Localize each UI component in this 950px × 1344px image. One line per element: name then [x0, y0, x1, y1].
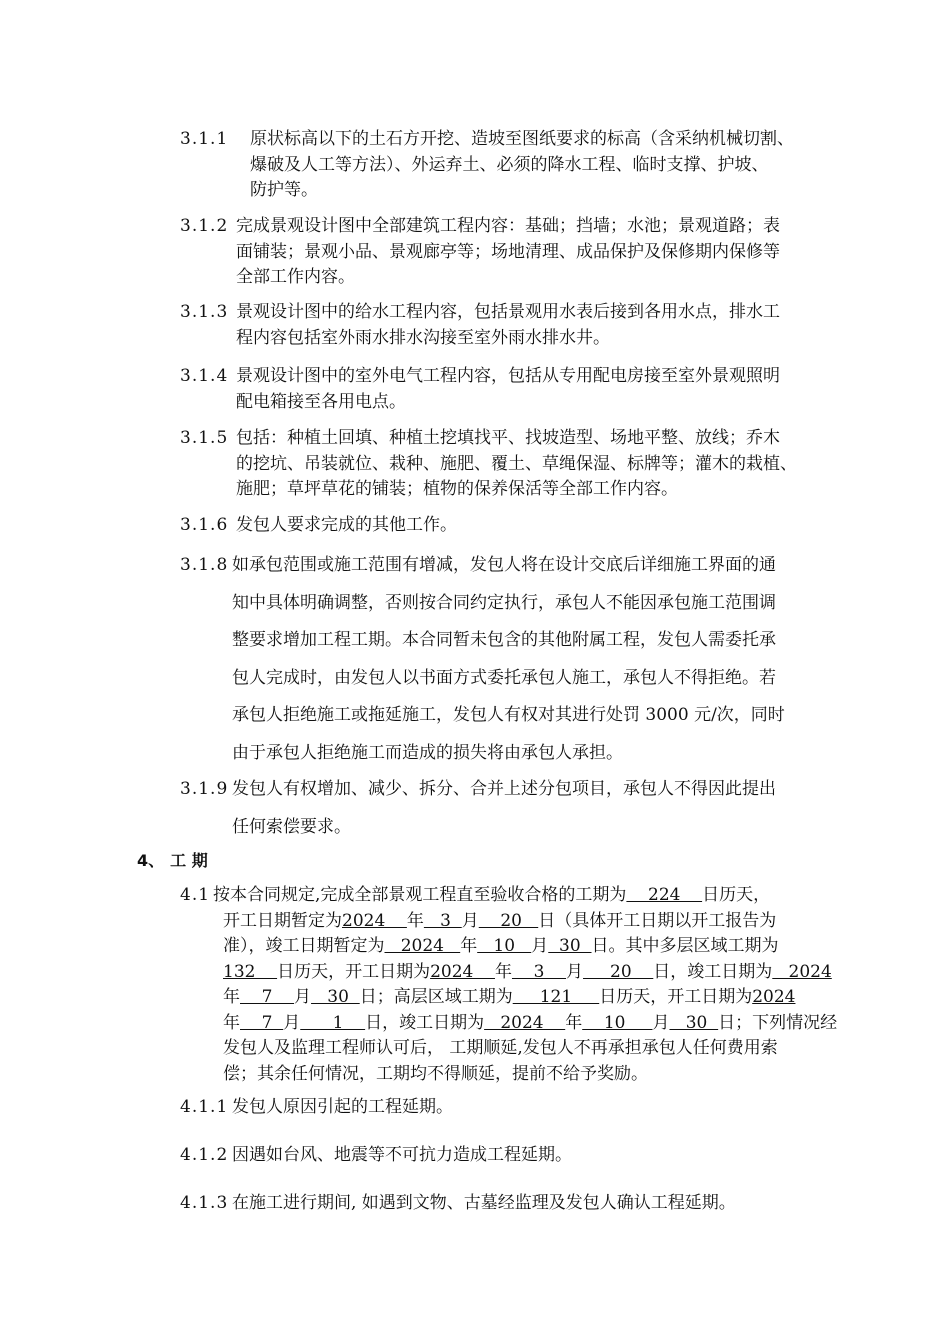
text-run: 年: [223, 1012, 240, 1033]
text-line: 知中具体明确调整，否则按合同约定执行，承包人不能因承包施工范围调: [232, 592, 776, 613]
clause-text: [236, 513, 860, 539]
section-4-heading: [137, 848, 208, 871]
clause-text: [232, 547, 860, 772]
text-line: [223, 1011, 870, 1037]
clause-number: 4.1.1: [180, 1097, 229, 1117]
clause-3-1-9: [180, 771, 860, 846]
text-line: [223, 934, 870, 960]
text-line: [223, 1062, 870, 1088]
clause-text: [236, 364, 860, 415]
filled-blank: 2024: [772, 961, 832, 982]
text-line: 完成景观设计图中全部建筑工程内容：基础；挡墙；水池；景观道路；表: [236, 216, 780, 236]
text-line: 景观设计图中的室外电气工程内容，包括从专用配电房接至室外景观照明: [236, 366, 780, 386]
clause-text: [236, 214, 860, 291]
clause-4-1-1: [180, 1095, 860, 1121]
text-run: 日历天，: [702, 885, 771, 905]
text-run: 年: [565, 1012, 583, 1033]
text-run: 月: [294, 987, 312, 1007]
clause-text: [236, 426, 860, 503]
clause-3-1-5: [180, 426, 860, 503]
clause-text: 因遇如台风、地震等不可抗力造成工程延期。: [232, 1145, 572, 1165]
section-4-title: 工 期: [170, 851, 208, 870]
filled-blank: 2024: [430, 961, 495, 982]
text-line: 由于承包人拒绝施工而造成的损失将由承包人承担。: [232, 742, 623, 763]
text-run: 日；下列情况经: [718, 1012, 838, 1033]
clause-3-1-6: [180, 513, 860, 539]
filled-blank: 224: [626, 885, 703, 905]
text-line: [213, 883, 870, 909]
clause-text: 发包人原因引起的工程延期。: [232, 1097, 453, 1117]
text-run: 年: [494, 961, 512, 982]
text-line: 景观设计图中的给水工程内容，包括景观用水表后接到各用水点，排水工: [236, 302, 780, 322]
clause-number: 3.1.3: [180, 302, 229, 322]
section-4-number: 4、: [137, 851, 165, 870]
filled-blank: 2024: [484, 1012, 566, 1033]
text-run: 发包人及监理工程师认可后， 工期顺延,发包人不再承担承包人任何费用索: [223, 1038, 778, 1058]
clause-4-1: [180, 883, 870, 1087]
text-run: 年: [223, 987, 240, 1007]
text-run: 日历天，开工日期为: [277, 961, 431, 982]
text-run: 月: [566, 961, 584, 982]
filled-blank: 30: [311, 987, 360, 1007]
clause-text: 在施工进行期间, 如遇到文物、古墓经监理及发包人确认工程延期。: [232, 1193, 736, 1213]
text-line: 配电箱接至各用电点。: [236, 391, 406, 412]
filled-blank: 10: [477, 936, 532, 956]
text-run: 日历天，开工日期为: [599, 987, 753, 1007]
text-line: [223, 960, 870, 986]
text-run: 按本合同规定,完成全部景观工程直至验收合格的工期为: [213, 885, 627, 905]
clause-number: 4.1.2: [180, 1145, 229, 1165]
text-line: 包人完成时，由发包人以书面方式委托承包人施工，承包人不得拒绝。若: [232, 667, 776, 688]
text-run: 日。其中多层区域工期为: [591, 936, 779, 956]
text-run: 月: [531, 936, 549, 956]
filled-blank: 30: [548, 936, 592, 956]
text-run: 日，竣工日期为: [653, 961, 773, 982]
text-line: 面铺装；景观小品、景观廊亭等；场地清理、成品保护及保修期内保修等: [236, 241, 780, 262]
text-line: [223, 1036, 870, 1062]
text-line: [223, 985, 870, 1011]
filled-blank: 10: [582, 1012, 653, 1033]
filled-blank: 132: [223, 961, 278, 982]
filled-blank: 121: [512, 987, 600, 1007]
text-run: 年: [460, 936, 478, 956]
clause-number: 3.1.6: [180, 515, 229, 535]
clause-3-1-4: [180, 364, 860, 415]
text-line: 的挖坑、吊装就位、栽种、施肥、覆土、草绳保湿、标牌等；灌木的栽植、: [236, 453, 797, 474]
text-run: 日，竣工日期为: [365, 1012, 485, 1033]
filled-blank: 7: [240, 1012, 284, 1033]
clause-3-1-3: [180, 300, 860, 351]
text-line: [223, 909, 870, 935]
clause-text: [213, 883, 870, 1087]
text-line: 施肥；草坪草花的铺装；植物的保养保活等全部工作内容。: [236, 479, 678, 499]
clause-number: 3.1.5: [180, 428, 229, 448]
filled-blank: 3: [511, 961, 567, 982]
text-line: 任何索偿要求。: [232, 816, 351, 837]
text-line: 原状标高以下的土石方开挖、造坡至图纸要求的标高（含采纳机械切割、: [250, 129, 794, 149]
text-line: 如承包范围或施工范围有增减，发包人将在设计交底后详细施工界面的通: [232, 555, 776, 575]
clause-text: [250, 127, 860, 204]
text-run: 日（具体开工日期以开工报告为: [538, 910, 777, 931]
clause-text: [236, 300, 860, 351]
filled-blank: 2024: [384, 936, 461, 956]
clause-number: 4.1: [180, 885, 211, 905]
text-run: 年: [406, 910, 424, 931]
text-line: 爆破及人工等方法）、外运弃土、必须的降水工程、临时支撑、护坡、: [250, 154, 769, 175]
text-run: 月: [461, 910, 479, 931]
text-line: 程内容包括室外雨水排水沟接至室外雨水排水井。: [236, 327, 610, 348]
clause-4-1-2: [180, 1143, 860, 1169]
clause-number: 4.1.3: [180, 1193, 229, 1213]
text-run: 日；高层区域工期为: [359, 987, 513, 1007]
filled-blank: 2024: [342, 910, 407, 931]
text-run: 月: [652, 1012, 670, 1033]
filled-blank: 2024: [752, 987, 796, 1007]
text-line: 承包人拒绝施工或拖延施工，发包人有权对其进行处罚 3000 元/次，同时: [232, 705, 785, 725]
clause-3-1-2: [180, 214, 860, 291]
clause-3-1-8: [180, 547, 860, 772]
filled-blank: 3: [423, 910, 462, 931]
text-line: 防护等。: [250, 180, 318, 200]
filled-blank: 7: [240, 987, 295, 1007]
clause-number: 3.1.9: [180, 779, 229, 799]
clause-3-1-1: [180, 127, 860, 204]
text-run: 开工日期暂定为: [223, 910, 342, 931]
text-line: 整要求增加工程工期。本合同暂未包含的其他附属工程，发包人需委托承: [232, 630, 776, 650]
clause-number: 3.1.1: [180, 129, 229, 149]
text-line: 包括：种植土回填、种植土挖填找平、找坡造型、场地平整、放线；乔木: [236, 428, 780, 448]
text-run: 偿；其余任何情况，工期均不得顺延，提前不给予奖励。: [223, 1063, 648, 1084]
text-line: 发包人要求完成的其他工作。: [236, 515, 457, 535]
clause-4-1-3: [180, 1191, 860, 1217]
filled-blank: 20: [478, 910, 539, 931]
clause-text: [232, 771, 860, 846]
text-line: 全部工作内容。: [236, 267, 355, 287]
clause-number: 3.1.2: [180, 216, 229, 236]
text-line: 发包人有权增加、减少、拆分、合并上述分包项目，承包人不得因此提出: [232, 779, 776, 799]
clause-number: 3.1.4: [180, 366, 229, 386]
clause-number: 3.1.8: [180, 555, 229, 575]
text-run: 准），竣工日期暂定为: [223, 936, 385, 956]
filled-blank: 1: [300, 1012, 366, 1033]
filled-blank: 30: [669, 1012, 719, 1033]
text-run: 月: [283, 1012, 301, 1033]
filled-blank: 20: [583, 961, 654, 982]
